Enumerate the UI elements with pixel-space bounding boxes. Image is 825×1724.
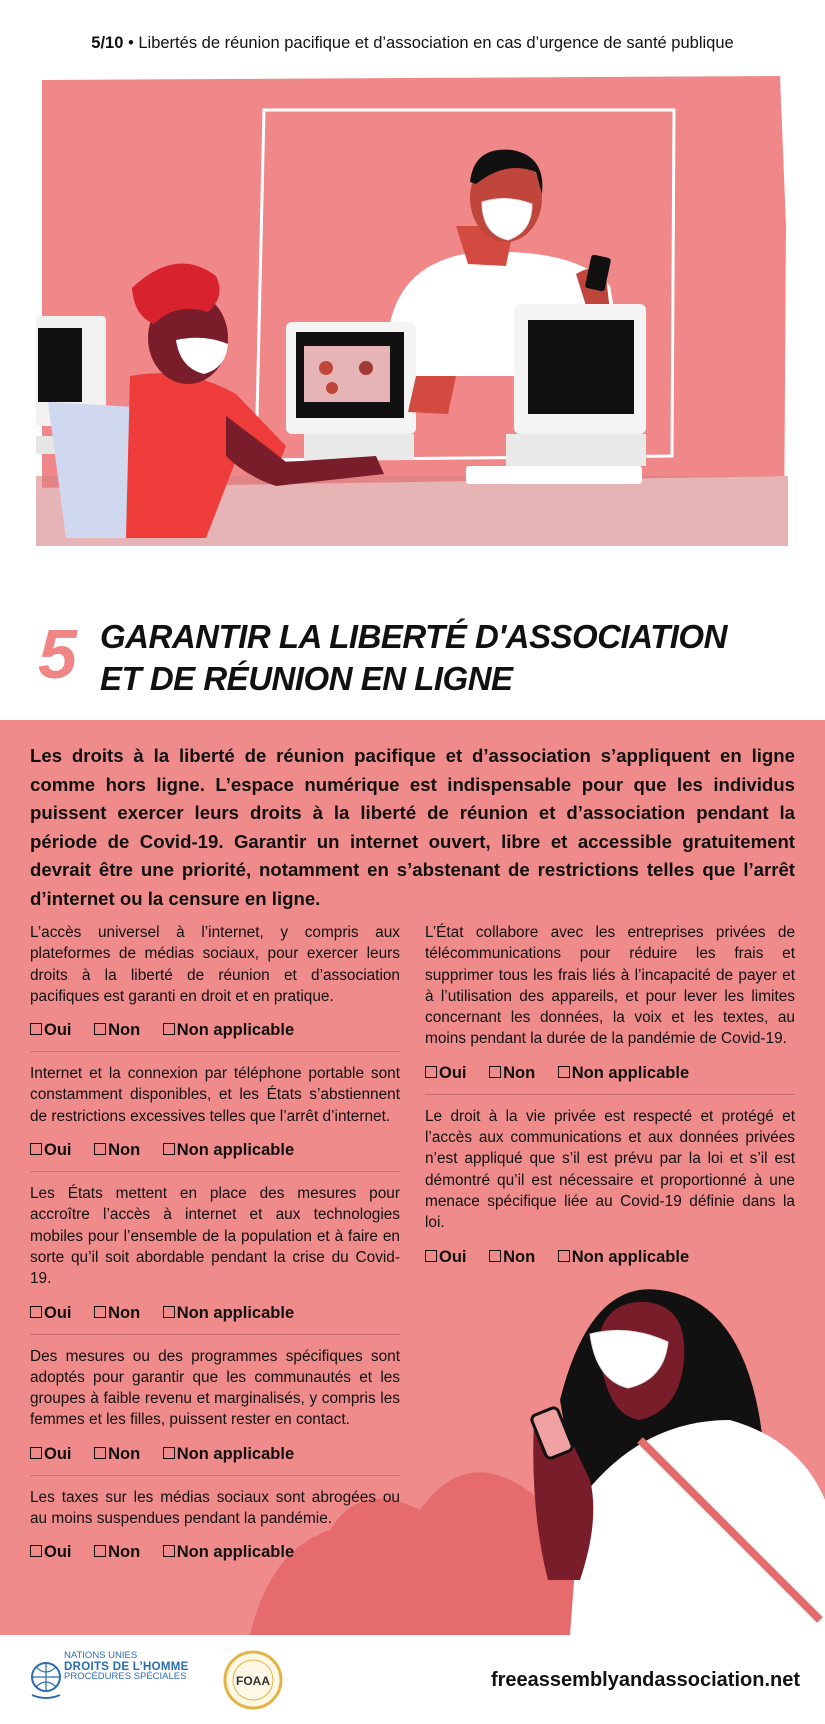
un-logo-text: NATIONS UNIES DROITS DE L’HOMME PROCÉDURES SPÉCIALES bbox=[64, 1650, 189, 1682]
checklist-item bbox=[425, 922, 795, 1084]
divider bbox=[30, 1051, 400, 1052]
option-yes[interactable]: Oui bbox=[30, 1443, 72, 1465]
answer-options bbox=[30, 1019, 400, 1041]
checkbox-icon[interactable] bbox=[30, 1143, 42, 1155]
section-heading bbox=[38, 610, 798, 710]
checklist-item-text: L’accès universel à l’internet, y compris aux plateformes de médias sociaux, pour exercer leurs droits à la liberté de réunion et d’association pacifiques est garanti en droit et en pratique. bbox=[30, 924, 400, 1005]
checklist-right-column bbox=[425, 922, 795, 1268]
checklist-item bbox=[30, 1183, 400, 1323]
option-no[interactable]: Non bbox=[489, 1246, 535, 1268]
checklist-item bbox=[30, 1346, 400, 1465]
checkbox-icon[interactable] bbox=[30, 1306, 42, 1318]
option-no[interactable]: Non bbox=[94, 1541, 140, 1563]
checkbox-icon[interactable] bbox=[30, 1545, 42, 1557]
page-header bbox=[0, 34, 825, 53]
answer-options bbox=[30, 1302, 400, 1324]
checkbox-icon[interactable] bbox=[94, 1447, 106, 1459]
checklist-left-column bbox=[30, 922, 400, 1563]
video-call-screen bbox=[304, 346, 390, 402]
option-not-applicable[interactable]: Non applicable bbox=[163, 1302, 294, 1324]
checkbox-icon[interactable] bbox=[94, 1143, 106, 1155]
checklist-item bbox=[30, 1063, 400, 1161]
answer-options bbox=[30, 1139, 400, 1161]
option-yes[interactable]: Oui bbox=[30, 1139, 72, 1161]
divider bbox=[425, 1094, 795, 1095]
checkbox-icon[interactable] bbox=[30, 1023, 42, 1035]
option-yes[interactable]: Oui bbox=[30, 1541, 72, 1563]
checkbox-icon[interactable] bbox=[163, 1023, 175, 1035]
option-not-applicable[interactable]: Non applicable bbox=[558, 1062, 689, 1084]
svg-text:FOAA: FOAA bbox=[236, 1674, 270, 1688]
option-not-applicable[interactable]: Non applicable bbox=[163, 1139, 294, 1161]
checkbox-icon[interactable] bbox=[489, 1250, 501, 1262]
checkbox-icon[interactable] bbox=[425, 1066, 437, 1078]
option-no[interactable]: Non bbox=[489, 1062, 535, 1084]
answer-options bbox=[30, 1541, 400, 1563]
checklist-item-text: Des mesures ou des programmes spécifiques sont adoptés pour garantir que les communautés et les groupes à faible revenu et marginalisés, y compris les femmes et les filles, puissent rester en contact. bbox=[30, 1347, 400, 1429]
option-not-applicable[interactable]: Non applicable bbox=[163, 1019, 294, 1041]
checklist-item-text: Internet et la connexion par téléphone portable sont constamment disponibles, et les États s’abstiennent de restrictions excessives telles que l’arrêt d’internet. bbox=[30, 1065, 400, 1125]
section-title-line-1: GARANTIR LA LIBERTÉ D'ASSOCIATION bbox=[100, 618, 727, 655]
checklist-item bbox=[425, 1106, 795, 1268]
checklist-item-text: Les États mettent en place des mesures pour accroître l’accès à internet et aux technologies mobiles pour l’ensemble de la population et à faire en sorte qu’il soit abordable pendant la crise du Covid-19. bbox=[30, 1185, 400, 1288]
option-no[interactable]: Non bbox=[94, 1302, 140, 1324]
divider bbox=[30, 1475, 400, 1476]
section-title bbox=[100, 616, 727, 700]
checklist-item-text: Le droit à la vie privée est respecté et protégé et l’accès aux communications et aux données privées n’est appliqué que s’il est prévu par la loi et s’il est démontré qu’il est nécessaire et proportionné à une menace spécifique liée au Covid-19 définie dans la loi. bbox=[425, 1107, 795, 1232]
divider bbox=[30, 1171, 400, 1172]
document-title: • Libertés de réunion pacifique et d’association en cas d’urgence de santé publique bbox=[123, 34, 734, 52]
footer bbox=[0, 1635, 825, 1724]
option-no[interactable]: Non bbox=[94, 1443, 140, 1465]
foaa-logo bbox=[222, 1649, 284, 1711]
checklist-item bbox=[30, 1487, 400, 1564]
website-link[interactable]: freeassemblyandassociation.net bbox=[490, 1669, 800, 1691]
checkbox-icon[interactable] bbox=[94, 1023, 106, 1035]
illustration-computer-users bbox=[36, 76, 788, 592]
option-not-applicable[interactable]: Non applicable bbox=[163, 1443, 294, 1465]
checkbox-icon[interactable] bbox=[163, 1143, 175, 1155]
checkbox-icon[interactable] bbox=[163, 1447, 175, 1459]
checklist-item-text: L’État collabore avec les entreprises privées de télécommunications pour réduire les frais et supprimer tous les frais liés à l’incapacité de payer et à l’utilisation des appareils, et pour lever les limites concernant les données, la voix et les textes, au moins pendant la durée de la pandémie de Covid-19. bbox=[425, 924, 795, 1048]
checkbox-icon[interactable] bbox=[94, 1545, 106, 1557]
option-no[interactable]: Non bbox=[94, 1019, 140, 1041]
intro-paragraph: Les droits à la liberté de réunion pacifique et d’association s’appliquent en ligne comme hors ligne. L’espace numérique est indispensable pour que les individus puissent exercer leurs droits à la liberté de réunion et d’association pendant la période de Covid-19. Garantir un internet ouvert, libre et accessible gratuitement devrait être une priorité, notamment en s’abstenant de restrictions telles que l’arrêt d’internet ou la censure en ligne. bbox=[30, 745, 795, 909]
option-not-applicable[interactable]: Non applicable bbox=[558, 1246, 689, 1268]
checklist-panel bbox=[0, 720, 825, 1635]
checkbox-icon[interactable] bbox=[163, 1306, 175, 1318]
option-yes[interactable]: Oui bbox=[425, 1062, 467, 1084]
checkbox-icon[interactable] bbox=[489, 1066, 501, 1078]
checkbox-icon[interactable] bbox=[558, 1250, 570, 1262]
section-number: 5 bbox=[38, 615, 77, 693]
page-indicator: 5/10 bbox=[91, 34, 124, 52]
answer-options bbox=[30, 1443, 400, 1465]
option-yes[interactable]: Oui bbox=[425, 1246, 467, 1268]
answer-options bbox=[425, 1062, 795, 1084]
option-not-applicable[interactable]: Non applicable bbox=[163, 1541, 294, 1563]
option-no[interactable]: Non bbox=[94, 1139, 140, 1161]
checklist-item bbox=[30, 922, 400, 1041]
checkbox-icon[interactable] bbox=[425, 1250, 437, 1262]
keyboard bbox=[466, 466, 642, 484]
divider bbox=[30, 1334, 400, 1335]
checkbox-icon[interactable] bbox=[163, 1545, 175, 1557]
option-yes[interactable]: Oui bbox=[30, 1302, 72, 1324]
checkbox-icon[interactable] bbox=[30, 1447, 42, 1459]
option-yes[interactable]: Oui bbox=[30, 1019, 72, 1041]
checklist-item-text: Les taxes sur les médias sociaux sont abrogées ou au moins suspendues pendant la pandémie. bbox=[30, 1488, 400, 1528]
checkbox-icon[interactable] bbox=[94, 1306, 106, 1318]
checkbox-icon[interactable] bbox=[558, 1066, 570, 1078]
section-title-line-2: ET DE RÉUNION EN LIGNE bbox=[100, 660, 513, 697]
answer-options bbox=[425, 1246, 795, 1268]
